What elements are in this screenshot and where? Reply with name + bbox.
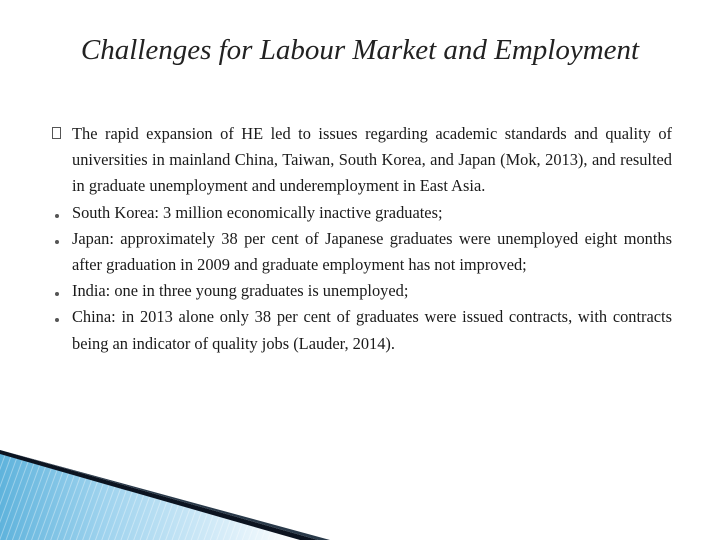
dot-bullet-icon: [52, 226, 66, 252]
list-item-text: China: in 2013 alone only 38 per cent of graduates were issued contracts, with contracts being an indicator of quality jobs (Lauder, 2014).: [72, 307, 672, 353]
list-item-text: India: one in three young graduates is unemployed;: [72, 281, 409, 301]
dot-bullet-icon: [52, 200, 66, 226]
decorative-wedge: [0, 450, 720, 540]
dot-bullet-icon: [52, 304, 66, 330]
bullet-list: [52, 121, 672, 357]
dot-bullet-icon: [52, 278, 66, 304]
list-item-text: The rapid expansion of HE led to issues regarding academic standards and quality of universities in mainland China, Taiwan, South Korea, and Japan (Mok, 2013), and resulted in graduate unemployment and underemployment in East Asia.: [72, 124, 672, 196]
list-item-text: Japan: approximately 38 per cent of Japanese graduates were unemployed eight months after graduation in 2009 and graduate employment has not improved;: [72, 228, 672, 275]
list-item: [52, 200, 672, 226]
checkbox-bullet-icon: [52, 121, 66, 147]
list-item: [52, 121, 672, 200]
list-item: [52, 278, 672, 304]
list-item: [52, 304, 672, 356]
list-item: [52, 226, 672, 278]
slide-title: Challenges for Labour Market and Employment: [80, 34, 640, 66]
list-item-text: South Korea: 3 million economically inactive graduates;: [72, 202, 443, 222]
